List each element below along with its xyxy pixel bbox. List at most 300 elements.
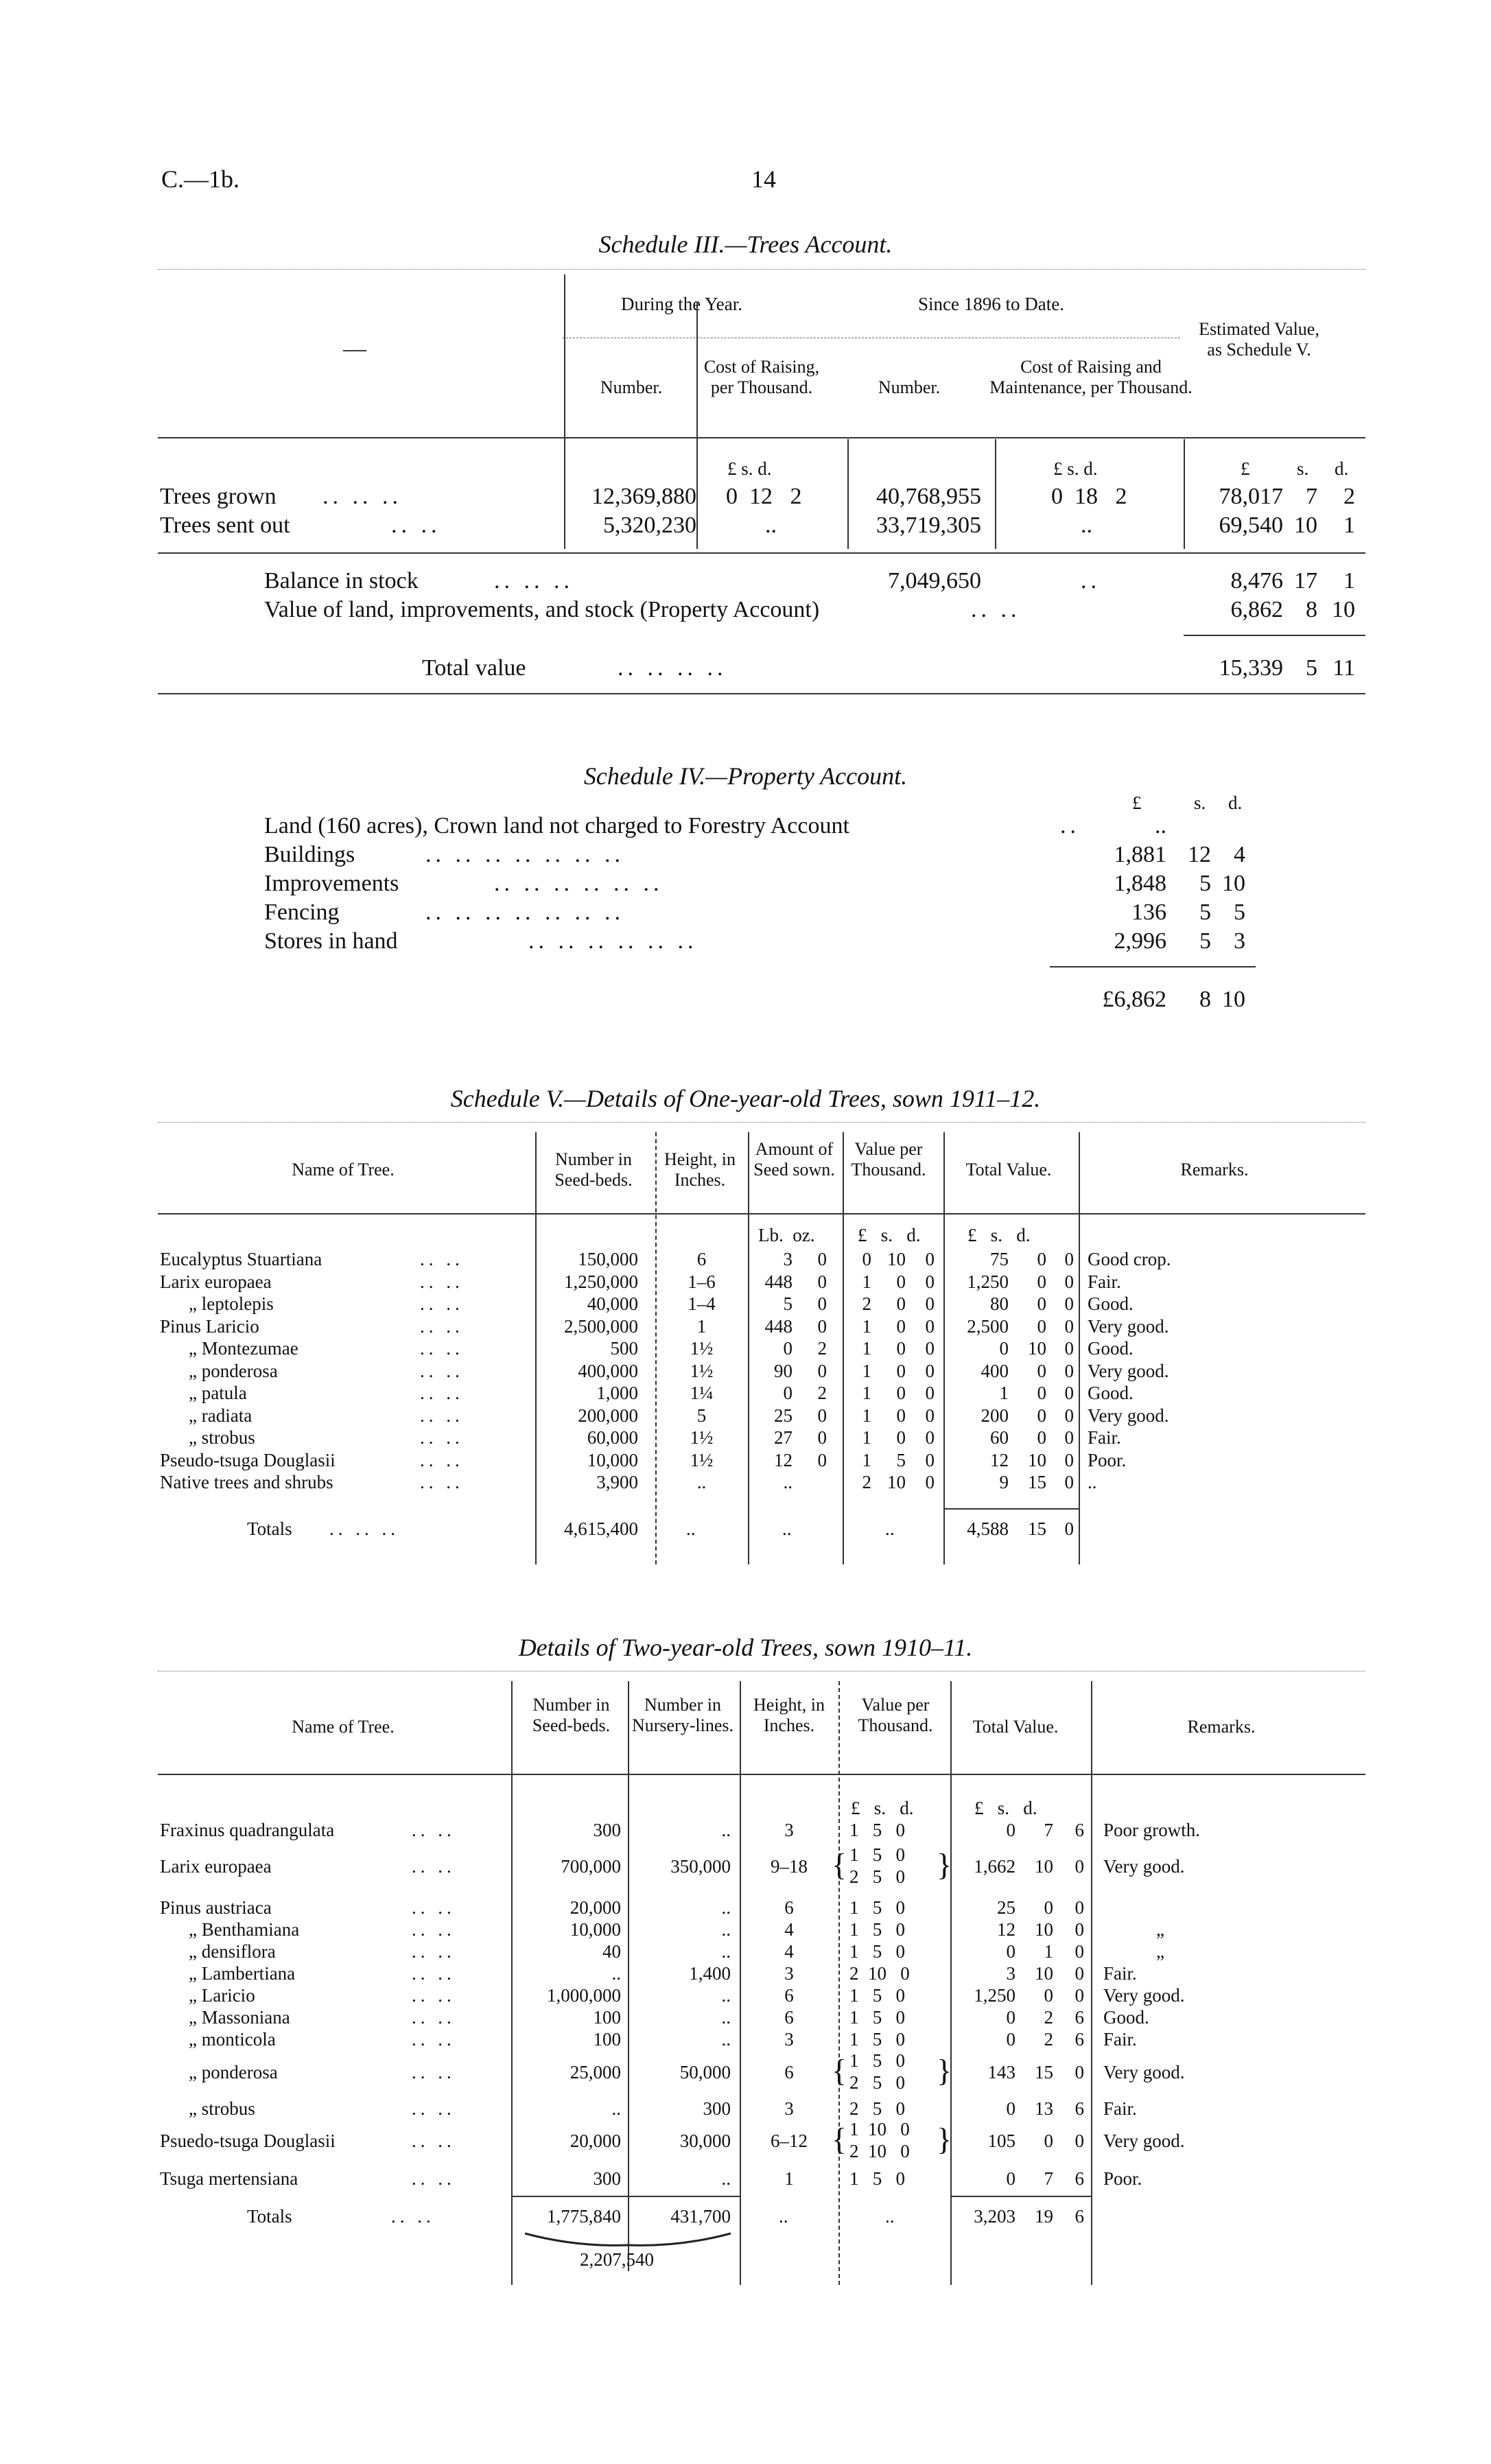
s5-remarks: Poor. <box>1088 1450 1127 1470</box>
s4-row-pence: 5 <box>1234 900 1245 925</box>
leader-dots: .. .. .. <box>329 1518 399 1539</box>
s5-seed-lb: 448 <box>764 1271 793 1292</box>
s5-value-pounds: 2 <box>862 1472 871 1492</box>
s5-seed-lb: 25 <box>774 1405 793 1426</box>
s6-remarks: Very good. <box>1103 1856 1185 1877</box>
s3-est-pounds: 69,540 <box>1219 513 1283 538</box>
s5-value-pence: 0 <box>925 1450 935 1470</box>
s5-seed-oz: 2 <box>817 1338 827 1359</box>
s3-balance-label: Balance in stock <box>264 568 419 594</box>
s6-totals-pence: 6 <box>1075 2206 1084 2227</box>
s5-seed-oz: 0 <box>817 1271 827 1292</box>
s5-totals-shillings: 15 <box>1028 1518 1046 1539</box>
s5-tree-name: „ ponderosa <box>189 1361 278 1381</box>
s5-tree-name: Pinus Laricio <box>160 1316 259 1337</box>
leader-dots: .. .. <box>420 1338 464 1359</box>
s6-nursery-number: .. <box>721 1919 731 1940</box>
s6-value-alt: 2 10 0 <box>849 2141 910 2161</box>
s6-totals-seed: 1,775,840 <box>547 2206 621 2227</box>
s6-total-pence: 0 <box>1075 1919 1084 1940</box>
s6-value: 1 5 0 <box>849 1941 905 1962</box>
leader-dots: .. .. <box>420 1405 464 1426</box>
s6-nursery-number: .. <box>721 2168 731 2189</box>
s5-height: .. <box>696 1472 707 1492</box>
s6-nursery-header: Number in Nursery-lines. <box>631 1695 733 1735</box>
s6-total-pence: 0 <box>1075 2062 1084 2082</box>
s5-remarks: Very good. <box>1088 1361 1169 1381</box>
s5-value-pence: 0 <box>925 1271 935 1292</box>
s6-remarks: Very good. <box>1103 2131 1185 2151</box>
s5-value-pounds: 1 <box>862 1383 871 1403</box>
s5-value-pence: 0 <box>925 1472 935 1492</box>
s5-totals-pounds: 4,588 <box>967 1518 1009 1539</box>
s4-row-label: Buildings <box>264 842 355 867</box>
s5-seedbed-number: 1,250,000 <box>564 1271 638 1292</box>
leader-dots: .. .. .. .. .. .. <box>528 928 698 954</box>
brace-right: } <box>937 1847 952 1882</box>
brace-left: { <box>832 1847 847 1882</box>
leader-dots: .. .. <box>420 1472 464 1492</box>
s5-totals-height: .. <box>686 1518 696 1539</box>
s3-est-shillings: 7 <box>1306 484 1317 509</box>
s5-value-pounds: 1 <box>862 1316 871 1337</box>
s5-height: 1–6 <box>688 1271 716 1292</box>
s5-seed-lb: 0 <box>783 1338 793 1359</box>
s4-row-shillings: 5 <box>1199 871 1211 896</box>
col-line <box>995 439 996 549</box>
s5-remarks: Very good. <box>1088 1316 1169 1337</box>
s6-total-pounds: 0 <box>1006 1820 1015 1840</box>
leader-dots: .. .. <box>412 1820 456 1840</box>
leader-dots: .. .. <box>412 2029 456 2050</box>
s4-row-shillings: 5 <box>1199 900 1211 925</box>
s6-value: 2 5 0 <box>849 2098 905 2119</box>
s5-tree-name: Pseudo-tsuga Douglasii <box>160 1450 336 1470</box>
s3-cost-header: Cost of Raising, per Thousand. <box>703 357 820 397</box>
s3-during-header: During the Year. <box>621 294 742 314</box>
s6-remarks: „ <box>1156 1919 1164 1940</box>
s5-amount-header: Amount of Seed sown. <box>753 1139 835 1180</box>
s6-total-shillings: 10 <box>1035 1963 1053 1984</box>
s3-units-est-s: s. <box>1297 458 1309 479</box>
s4-row-pence: 4 <box>1234 842 1245 867</box>
s5-seed-lb: 5 <box>783 1293 793 1314</box>
leader-dots: .. .. .. <box>494 568 574 594</box>
s4-row-label: Improvements <box>264 871 399 896</box>
s6-tree-name: Tsuga mertensiana <box>160 2168 298 2189</box>
s5-value-pence: 0 <box>925 1427 935 1448</box>
s6-nursery-number: .. <box>721 1985 731 2006</box>
s4-row-pounds: 1,881 <box>1114 842 1166 867</box>
s6-height: 3 <box>784 2029 794 2050</box>
s6-total-shillings: 10 <box>1035 1856 1053 1877</box>
s4-row-label: Fencing <box>264 900 340 925</box>
rule <box>158 1213 1365 1215</box>
s6-nursery-number: 350,000 <box>670 1856 731 1877</box>
s6-seedbed-number: .. <box>611 1963 621 1984</box>
s3-number2: 40,768,955 <box>876 484 981 509</box>
s6-height: 3 <box>784 1820 794 1840</box>
s6-value: 1 5 0 <box>849 1820 905 1840</box>
s5-value-pence: 0 <box>925 1361 935 1381</box>
s3-dash: — <box>343 336 366 362</box>
s6-tree-name: Psuedo-tsuga Douglasii <box>160 2131 336 2151</box>
s5-value-pounds: 1 <box>862 1361 871 1381</box>
s6-total-pounds: 1,662 <box>974 1856 1015 1877</box>
s5-total-pounds: 75 <box>990 1249 1009 1269</box>
s6-height: 6–12 <box>771 2131 808 2151</box>
s6-total-pounds: 1,250 <box>974 1985 1015 2006</box>
s5-total-shillings: 10 <box>1028 1450 1046 1470</box>
col-line <box>838 1681 840 2285</box>
s6-total-pounds: 0 <box>1006 1941 1015 1962</box>
leader-dots: .. .. .. <box>322 484 402 509</box>
leader-dots: .. .. <box>420 1293 464 1314</box>
s5-remarks-header: Remarks. <box>1180 1160 1249 1180</box>
schedule-3-title: Schedule III.—Trees Account. <box>598 231 893 258</box>
s5-total-pence: 0 <box>1064 1316 1074 1337</box>
s6-totals-height: .. <box>779 2206 788 2227</box>
s6-height: 4 <box>784 1919 794 1940</box>
s3-total-pence: 11 <box>1332 655 1355 681</box>
s5-value-shillings: 0 <box>896 1338 906 1359</box>
s5-seed-oz: 0 <box>817 1405 827 1426</box>
s5-total-pence: 0 <box>1064 1472 1074 1492</box>
s5-remarks: Fair. <box>1088 1271 1121 1292</box>
s3-est-pounds: 78,017 <box>1219 484 1283 509</box>
s3-balance-shillings: 17 <box>1294 568 1317 594</box>
s5-value-shillings: 0 <box>896 1316 906 1337</box>
s5-height: 1½ <box>690 1338 714 1359</box>
rule <box>158 269 1365 270</box>
brace-right: } <box>937 2053 952 2088</box>
s5-value-shillings: 0 <box>896 1361 906 1381</box>
s6-remarks: Good. <box>1103 2007 1149 2028</box>
s3-cost2-header: Cost of Raising and Maintenance, per Thousand. <box>989 357 1193 397</box>
s6-totals-pounds: 3,203 <box>974 2206 1015 2227</box>
s5-height: 1½ <box>690 1427 714 1448</box>
leader-dots: .. .. <box>412 1941 456 1962</box>
s6-nursery-number: .. <box>721 1941 731 1962</box>
s5-value-pounds: 1 <box>862 1338 871 1359</box>
s5-seed-lb: 90 <box>774 1361 793 1381</box>
s6-seedbed-number: .. <box>611 2098 621 2119</box>
s5-value-pence: 0 <box>925 1383 935 1403</box>
s5-seed-oz: 0 <box>817 1316 827 1337</box>
s4-total-pounds: £6,862 <box>1102 987 1166 1012</box>
s5-remarks: Good. <box>1088 1338 1134 1359</box>
s3-est-shillings: 10 <box>1294 513 1317 538</box>
s5-value-pence: 0 <box>925 1405 935 1426</box>
s4-row-pence: 3 <box>1234 928 1245 954</box>
s6-total-shillings: 0 <box>1044 2131 1053 2151</box>
leader-dots: .. .. <box>412 2131 456 2151</box>
s6-value: 1 5 0 <box>849 2007 905 2028</box>
s5-total-pounds: 2,500 <box>967 1316 1009 1337</box>
s5-total-pounds: 1,250 <box>967 1271 1009 1292</box>
s6-total-shillings: 13 <box>1035 2098 1053 2119</box>
page-ref: C.—1b. <box>161 165 240 193</box>
s5-total-shillings: 0 <box>1037 1316 1046 1337</box>
s5-seed-lb: 3 <box>783 1249 793 1269</box>
s5-tree-name: „ patula <box>189 1383 247 1403</box>
s6-total-pence: 6 <box>1075 2168 1084 2189</box>
s5-seedbed-number: 400,000 <box>578 1361 638 1381</box>
leader-dots: .. .. <box>412 1856 456 1877</box>
s6-total-pounds: 143 <box>987 2062 1015 2082</box>
s5-value-pence: 0 <box>925 1249 935 1269</box>
s5-seed-oz: 2 <box>817 1383 827 1403</box>
s5-seed-oz: 0 <box>817 1427 827 1448</box>
leader-dots: .. .. <box>412 1985 456 2006</box>
col-line <box>1184 439 1185 549</box>
schedule-6-title: Details of Two-year-old Trees, sown 1910–11. <box>518 1634 973 1661</box>
s5-totals-pence: 0 <box>1064 1518 1074 1539</box>
s5-tree-name: „ Montezumae <box>189 1338 298 1359</box>
leader-dots: .. .. <box>391 513 441 538</box>
s3-cost: 0 12 2 <box>726 484 802 509</box>
s4-row-shillings: 5 <box>1199 928 1211 954</box>
s6-tree-name: „ monticola <box>189 2029 276 2050</box>
s5-tree-name: Eucalyptus Stuartiana <box>160 1249 322 1269</box>
s5-value-pounds: 1 <box>862 1405 871 1426</box>
s3-row-label: Trees sent out <box>160 513 290 538</box>
s4-row-label: Land (160 acres), Crown land not charged to Forestry Account <box>264 813 849 838</box>
s5-seed-oz: 0 <box>817 1450 827 1470</box>
s6-total-shillings: 10 <box>1035 1919 1053 1940</box>
s3-units-est-pound: £ <box>1241 458 1250 479</box>
s6-value: 1 5 0 <box>849 1897 905 1918</box>
s6-nursery-number: .. <box>721 1820 731 1840</box>
s6-total-pounds: 3 <box>1006 1963 1015 1984</box>
s5-height: 6 <box>696 1249 707 1269</box>
s3-cost: .. <box>765 513 777 538</box>
s5-totals-value: .. <box>885 1518 895 1539</box>
s6-height: 9–18 <box>771 1856 808 1877</box>
s5-seed-oz: 0 <box>817 1249 827 1269</box>
s6-units-total: £ s. d. <box>974 1798 1037 1818</box>
s3-units-cost: £ s. d. <box>727 458 772 479</box>
s6-totals-value: .. <box>885 2206 895 2227</box>
s5-total-pence: 0 <box>1064 1271 1074 1292</box>
s5-value-pounds: 1 <box>862 1450 871 1470</box>
s6-height: 6 <box>784 2062 794 2082</box>
s5-value-shillings: 0 <box>896 1271 906 1292</box>
leader-dots: .. .. <box>420 1361 464 1381</box>
s6-seed-header: Number in Seed-beds. <box>532 1695 611 1735</box>
s6-tree-name: „ ponderosa <box>189 2062 278 2082</box>
s6-remarks: Fair. <box>1103 2098 1137 2119</box>
s6-seedbed-number: 100 <box>593 2029 621 2050</box>
rule <box>158 1774 1365 1775</box>
s5-number-header: Number in Seed-beds. <box>554 1149 633 1190</box>
s5-value-pence: 0 <box>925 1293 935 1314</box>
s6-total-shillings: 2 <box>1044 2029 1053 2050</box>
s5-seedbed-number: 60,000 <box>587 1427 638 1448</box>
s6-remarks: Very good. <box>1103 2062 1185 2082</box>
s6-remarks: Fair. <box>1103 1963 1137 1984</box>
s3-land-shillings: 8 <box>1306 597 1317 622</box>
leader-dots: .. .. <box>420 1249 464 1269</box>
s5-value-shillings: 10 <box>887 1249 906 1269</box>
s3-est-pence: 1 <box>1343 513 1355 538</box>
s5-height: 5 <box>696 1405 707 1426</box>
s3-est-pence: 2 <box>1343 484 1355 509</box>
s5-remarks: .. <box>1088 1472 1097 1492</box>
s6-remarks: Poor. <box>1103 2168 1142 2189</box>
rule <box>1184 635 1365 636</box>
s5-total-shillings: 10 <box>1028 1338 1046 1359</box>
page-number: 14 <box>751 165 776 193</box>
leader-dots: .. .. <box>420 1383 464 1403</box>
s6-seedbed-number: 40 <box>602 1941 621 1962</box>
s5-total-pence: 0 <box>1064 1427 1074 1448</box>
s5-total-shillings: 0 <box>1037 1427 1046 1448</box>
s5-total-pence: 0 <box>1064 1450 1074 1470</box>
s6-total-shillings: 0 <box>1044 1985 1053 2006</box>
s6-total-pounds: 0 <box>1006 2029 1015 2050</box>
s5-height: 1½ <box>690 1361 714 1381</box>
s3-since-header: Since 1896 to Date. <box>918 294 1064 314</box>
s5-units-total: £ s. d. <box>967 1225 1031 1245</box>
s3-total-shillings: 5 <box>1306 655 1317 681</box>
rule <box>943 1508 1079 1510</box>
s6-tree-name: „ densiflora <box>189 1941 276 1962</box>
s6-value: 1 5 0 <box>849 1844 905 1865</box>
s6-total-shillings: 2 <box>1044 2007 1053 2028</box>
s3-row-label: Trees grown <box>160 484 277 509</box>
s6-nursery-number: 300 <box>703 2098 731 2119</box>
s6-height-header: Height, in Inches. <box>753 1695 825 1735</box>
leader-dots: .. .. <box>412 1963 456 1984</box>
s6-total-pence: 6 <box>1075 2029 1084 2050</box>
s5-value-pounds: 2 <box>862 1293 871 1314</box>
s6-totals-label: Totals <box>247 2206 292 2227</box>
s4-row-shillings: 12 <box>1188 842 1211 867</box>
s5-value-shillings: 5 <box>896 1450 906 1470</box>
s6-seedbed-number: 20,000 <box>570 2131 621 2151</box>
s5-tree-name: Larix europaea <box>160 1271 272 1292</box>
s6-height: 3 <box>784 2098 794 2119</box>
s4-row-pounds: 2,996 <box>1114 928 1166 954</box>
s6-tree-name: Larix europaea <box>160 1856 272 1877</box>
s6-total-pounds: 0 <box>1006 2168 1015 2189</box>
s4-row-pounds: .. <box>1155 813 1166 838</box>
s6-tree-name: „ Massoniana <box>189 2007 290 2028</box>
s3-total-pounds: 15,339 <box>1219 655 1283 681</box>
s6-height: 3 <box>784 1963 794 1984</box>
s5-height: 1–4 <box>688 1293 716 1314</box>
s6-value: 1 5 0 <box>849 1985 905 2006</box>
s6-total-pence: 0 <box>1075 1985 1084 2006</box>
s6-total-pounds: 0 <box>1006 2007 1015 2028</box>
s5-total-pounds: 200 <box>981 1405 1009 1426</box>
s5-units-amount: Lb. oz. <box>758 1225 815 1245</box>
s6-seedbed-number: 1,000,000 <box>547 1985 621 2006</box>
brace-right: } <box>937 2122 952 2157</box>
s6-remarks: Poor growth. <box>1103 1820 1200 1840</box>
s6-total-pence: 6 <box>1075 2007 1084 2028</box>
leader-dots: .. .. <box>412 1897 456 1918</box>
s6-nursery-number: 50,000 <box>679 2062 731 2082</box>
leader-dots: .. <box>1081 568 1101 594</box>
s5-totals-amount: .. <box>782 1518 792 1539</box>
s6-total-pence: 0 <box>1075 1897 1084 1918</box>
s5-value-shillings: 0 <box>896 1405 906 1426</box>
leader-dots: .. .. <box>971 597 1021 622</box>
col-line <box>847 439 849 549</box>
s6-total-pounds: 0 <box>1006 2098 1015 2119</box>
s6-remarks: „ <box>1156 1941 1164 1962</box>
s5-total-pence: 0 <box>1064 1293 1074 1314</box>
s6-nursery-number: .. <box>721 1897 731 1918</box>
s6-remarks: Very good. <box>1103 1985 1185 2006</box>
s5-value-pounds: 0 <box>862 1249 871 1269</box>
s3-number: 12,369,880 <box>591 484 696 509</box>
s6-seedbed-number: 700,000 <box>561 1856 621 1877</box>
col-line <box>696 302 698 549</box>
col-line <box>655 1132 657 1564</box>
s5-total-pence: 0 <box>1064 1405 1074 1426</box>
s6-total-pence: 0 <box>1075 2131 1084 2151</box>
s4-units-s: s. <box>1194 793 1206 813</box>
leader-dots: .. .. <box>420 1271 464 1292</box>
s5-value-pounds: 1 <box>862 1427 871 1448</box>
s4-units-pound: £ <box>1132 793 1142 813</box>
s5-total-pence: 0 <box>1064 1361 1074 1381</box>
s5-units-value: £ s. d. <box>858 1225 921 1245</box>
rule <box>950 2196 1091 2197</box>
s5-total-pounds: 0 <box>999 1338 1009 1359</box>
s4-total-shillings: 8 <box>1199 987 1211 1012</box>
s5-remarks: Good. <box>1088 1293 1134 1314</box>
rule <box>158 1122 1365 1123</box>
s3-balance-pounds: 8,476 <box>1230 568 1283 594</box>
s6-total-pounds: 12 <box>997 1919 1015 1940</box>
s6-seedbed-number: 20,000 <box>570 1897 621 1918</box>
schedule-5-title: Schedule V.—Details of One-year-old Trees, sown 1911–12. <box>450 1085 1041 1112</box>
s5-total-header: Total Value. <box>965 1160 1052 1180</box>
s5-height: 1¼ <box>690 1383 714 1403</box>
s5-value-shillings: 0 <box>896 1383 906 1403</box>
s6-total-header: Total Value. <box>972 1717 1059 1737</box>
s5-seedbed-number: 150,000 <box>578 1249 638 1269</box>
s6-seedbed-number: 100 <box>593 2007 621 2028</box>
s6-nursery-number: .. <box>721 2029 731 2050</box>
s3-number2: 33,719,305 <box>876 513 981 538</box>
col-line <box>1079 1132 1080 1564</box>
s5-total-pounds: 9 <box>999 1472 1009 1492</box>
s6-remarks-header: Remarks. <box>1187 1717 1256 1737</box>
s5-remarks: Good crop. <box>1088 1249 1171 1269</box>
s6-remarks: Fair. <box>1103 2029 1137 2050</box>
s6-height: 4 <box>784 1941 794 1962</box>
s6-total-shillings: 1 <box>1044 1941 1053 1962</box>
s6-height: 6 <box>784 2007 794 2028</box>
s4-units-d: d. <box>1228 793 1243 813</box>
s6-nursery-number: 30,000 <box>679 2131 731 2151</box>
s5-total-pounds: 60 <box>990 1427 1009 1448</box>
leader-dots: .. .. .. .. .. .. .. <box>425 900 624 925</box>
s5-tree-name: „ radiata <box>189 1405 253 1426</box>
s6-value-alt: 2 5 0 <box>849 1866 905 1887</box>
s5-total-pounds: 400 <box>981 1361 1009 1381</box>
s5-seed-oz: 0 <box>817 1293 827 1314</box>
s3-number: 5,320,230 <box>603 513 696 538</box>
s5-total-shillings: 0 <box>1037 1293 1046 1314</box>
s6-tree-name: „ Lambertiana <box>189 1963 296 1984</box>
s6-total-pence: 0 <box>1075 1941 1084 1962</box>
